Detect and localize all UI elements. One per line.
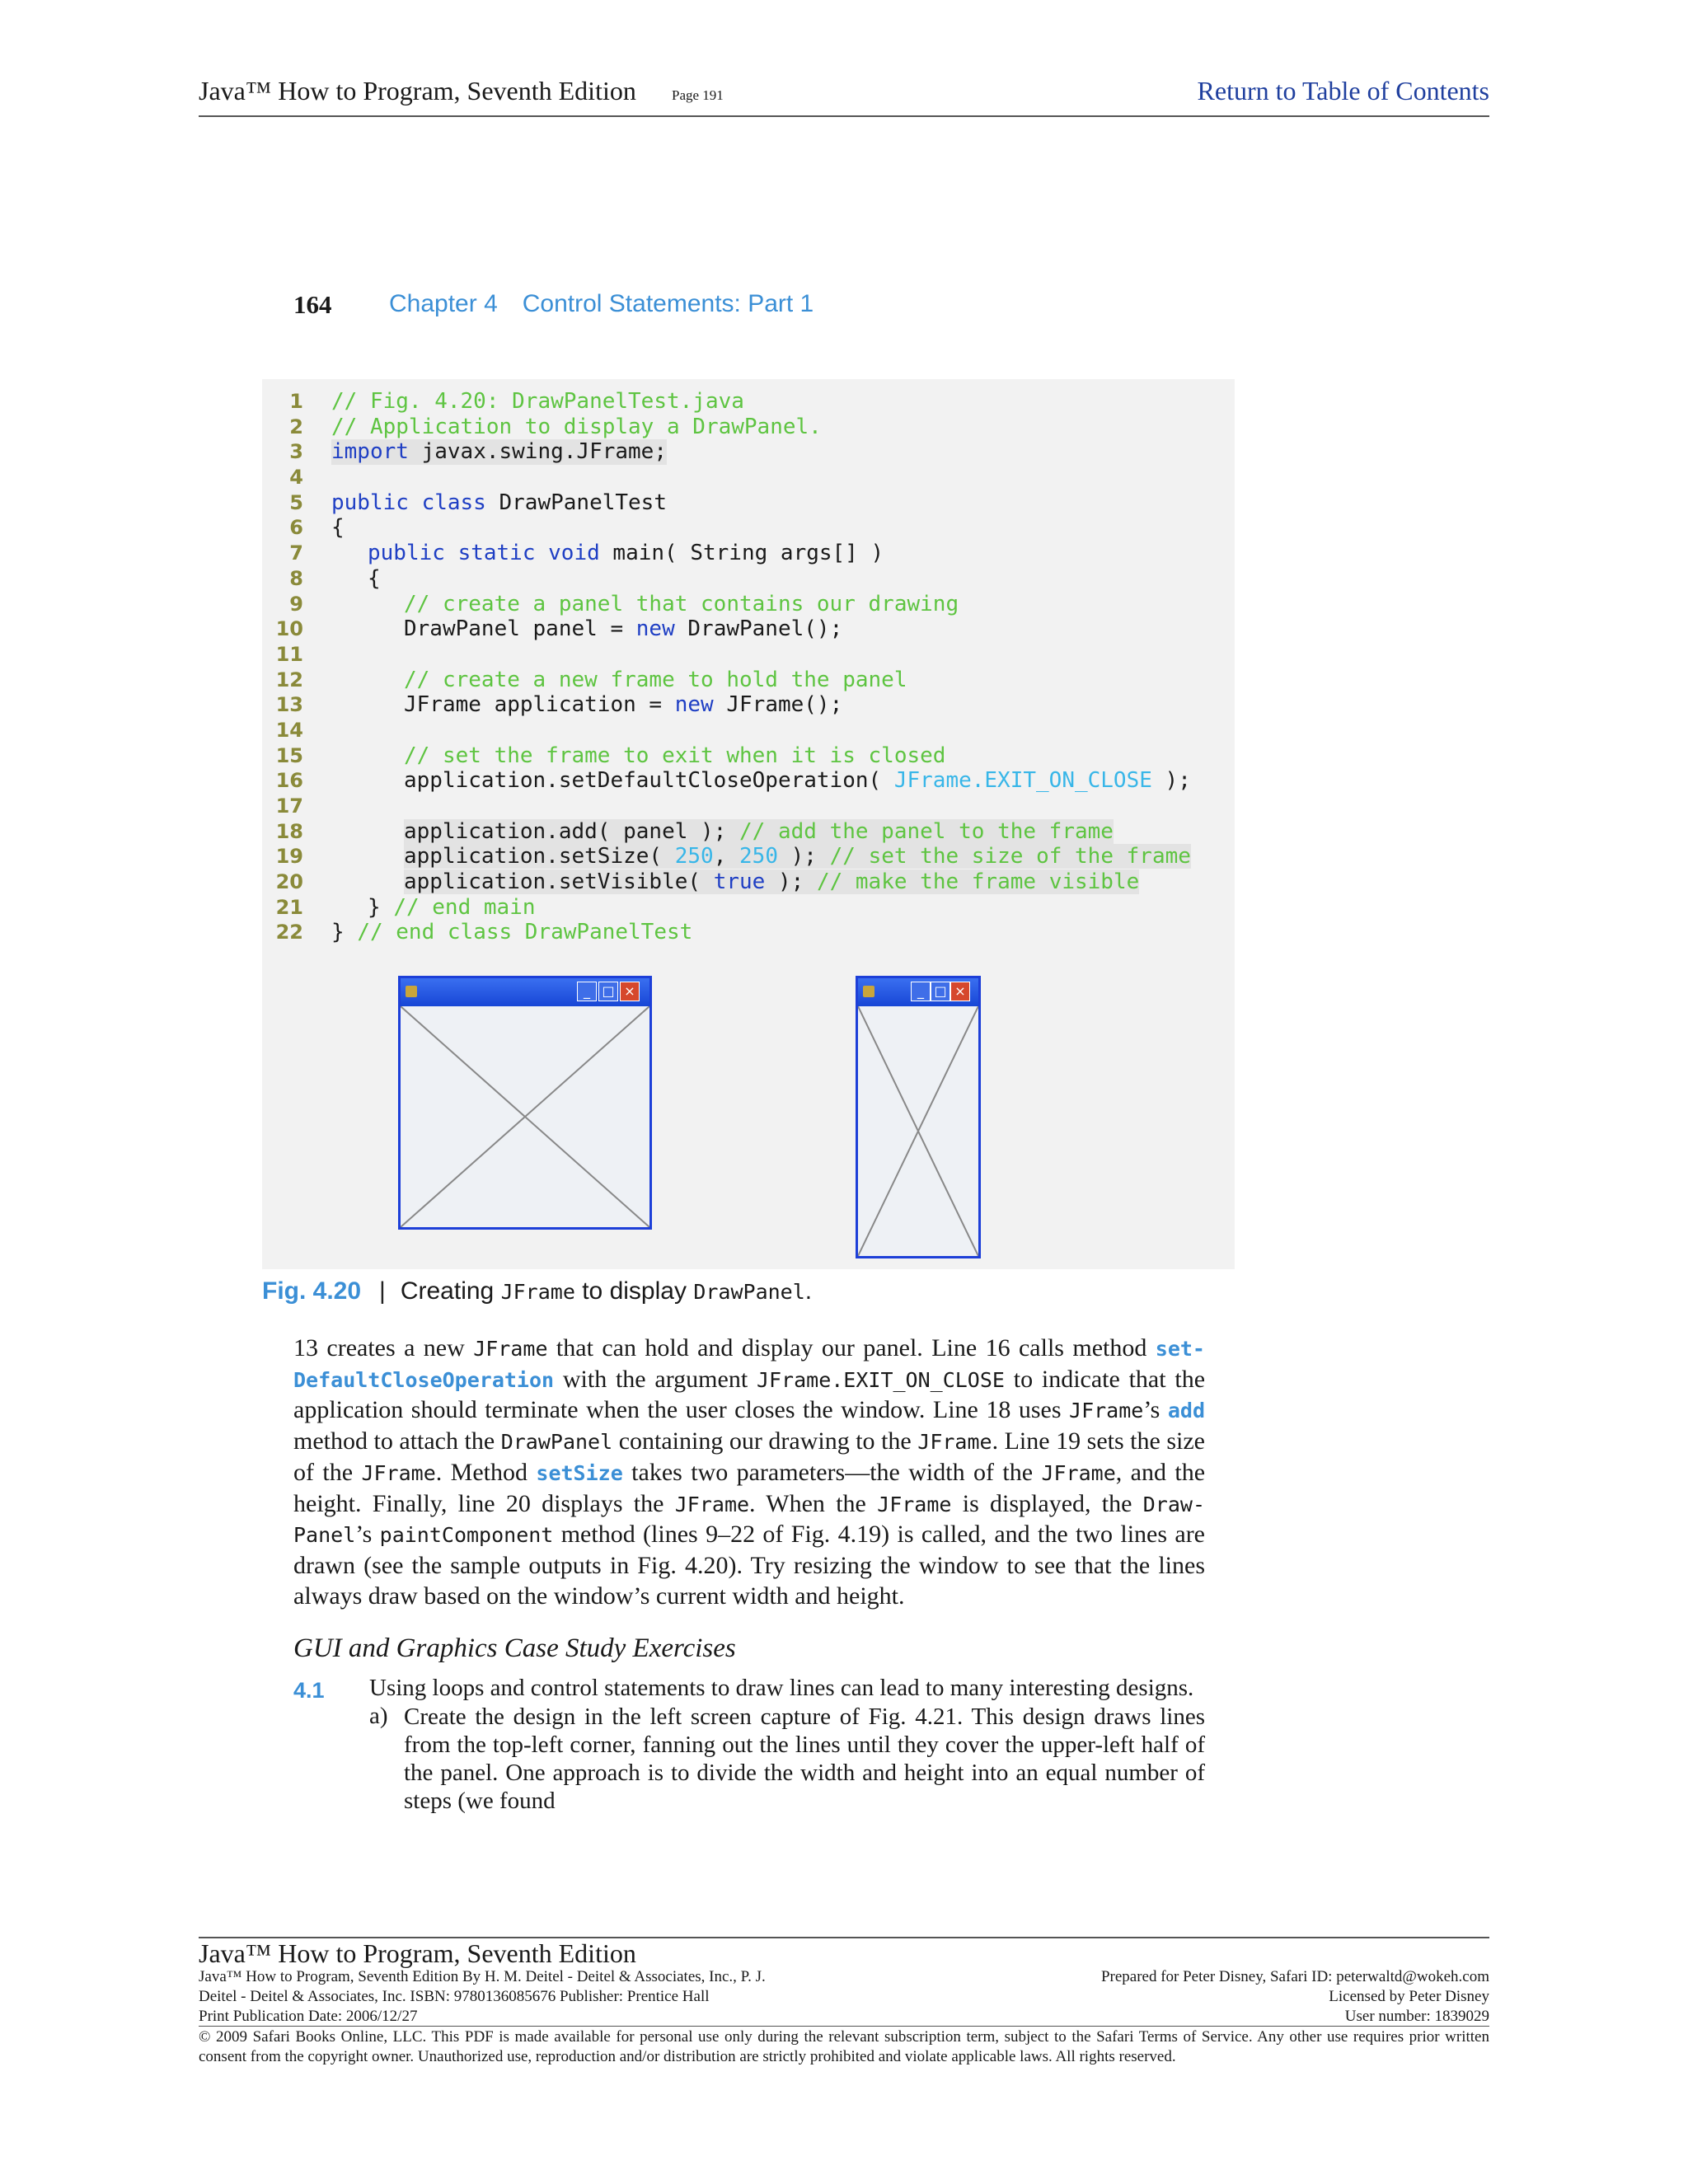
exercise-number: 4.1 <box>293 1678 325 1703</box>
line-number: 12 <box>275 668 303 691</box>
code-line <box>272 692 1228 718</box>
code-text: { <box>368 565 381 591</box>
caption-code: DrawPanel <box>693 1280 805 1304</box>
code-line <box>272 920 1228 945</box>
code-text: } <box>331 920 358 945</box>
code-text: main( String args[] ) <box>599 541 884 566</box>
header-book-title: Java™ How to Program, Seventh Edition <box>199 76 636 105</box>
window-title-bar <box>858 978 978 1006</box>
section-heading: GUI and Graphics Case Study Exercises <box>293 1633 736 1663</box>
line-number: 3 <box>289 440 303 464</box>
minimize-icon[interactable]: _ <box>911 982 931 1001</box>
code-keyword: import <box>331 439 409 465</box>
line-number: 20 <box>275 870 303 894</box>
line-number: 4 <box>289 466 303 490</box>
minimize-icon[interactable]: _ <box>577 982 597 1001</box>
code-line <box>272 415 1228 440</box>
line-number: 21 <box>275 895 303 919</box>
java-app-icon <box>863 986 874 997</box>
maximize-icon[interactable]: □ <box>931 982 950 1001</box>
code-text: , <box>713 844 740 869</box>
caption-text: . <box>804 1277 813 1305</box>
code-keyword: new <box>635 616 675 642</box>
line-number: 9 <box>289 592 303 616</box>
code-keyword: public static void <box>368 541 600 566</box>
figure-caption <box>262 1277 812 1305</box>
exercise-part-label: a) <box>369 1703 388 1729</box>
line-number: 14 <box>275 718 303 742</box>
line-number: 16 <box>275 769 303 793</box>
method-name: add <box>1167 1399 1205 1423</box>
header-divider <box>199 115 1489 117</box>
code-line <box>272 844 1228 869</box>
line-number: 10 <box>275 617 303 641</box>
code-text: DrawPanel(); <box>674 616 843 642</box>
code-line <box>272 541 1228 566</box>
caption-text: to display <box>574 1277 694 1305</box>
code-line <box>272 819 1228 845</box>
footer-license-info: Prepared for Peter Disney, Safari ID: peterwaltd@wokeh.com Licensed by Peter Disney User number: 1839029 <box>1100 1968 1489 2025</box>
code-constant: JFrame.EXIT_ON_CLOSE <box>893 768 1152 794</box>
chapter-heading <box>389 290 814 318</box>
footer-copyright: © 2009 Safari Books Online, LLC. This PDF is made available for personal use only during the relevant subscription term, subject to the Safari Terms of Service. Any other use requires prior written consent from the copyright owner. Unauthorized use, reproduction and/or distribution are strictly prohibited and violate applicable laws. All rights reserved. <box>199 2028 1489 2065</box>
window-title-bar <box>401 978 649 1006</box>
maximize-icon[interactable]: □ <box>598 982 618 1001</box>
draw-panel <box>858 1006 978 1256</box>
code-line <box>272 668 1228 693</box>
code-line <box>272 439 1228 465</box>
code-line <box>272 592 1228 617</box>
code-comment: // create a panel that contains our drawing <box>404 591 959 616</box>
code-text: ); <box>1151 768 1191 794</box>
exercise-text: Using loops and control statements to draw lines can lead to many interesting designs. <box>369 1675 1194 1701</box>
code-text: { <box>331 515 345 541</box>
line-number: 17 <box>275 794 303 818</box>
book-page-number: 164 <box>293 290 332 319</box>
java-app-icon <box>406 986 417 997</box>
code-text: application.setVisible( <box>404 869 714 895</box>
figure-label: Fig. 4.20 <box>262 1277 362 1305</box>
code-line <box>272 743 1228 769</box>
line-number: 7 <box>289 541 303 565</box>
method-name: set-DefaultCloseOperation <box>293 1337 1205 1392</box>
chapter-title: Control Statements: Part 1 <box>522 290 814 317</box>
code-text: javax.swing.JFrame; <box>408 439 667 465</box>
code-comment: // set the frame to exit when it is closed <box>404 743 946 768</box>
code-comment: // Application to display a DrawPanel. <box>331 414 822 439</box>
draw-panel <box>401 1006 649 1227</box>
code-line <box>272 515 1228 541</box>
chapter-number: Chapter 4 <box>389 290 498 317</box>
code-line <box>272 389 1228 415</box>
toc-link[interactable]: Return to Table of Contents <box>1197 76 1489 105</box>
code-keyword: public class <box>331 490 486 515</box>
code-text: ); <box>777 844 830 869</box>
line-number: 19 <box>275 845 303 869</box>
code-number: 250 <box>739 844 778 869</box>
code-line <box>272 718 1228 743</box>
code-keyword: new <box>674 692 714 718</box>
code-line <box>272 794 1228 819</box>
code-text: DrawPanelTest <box>485 490 667 515</box>
code-line <box>272 490 1228 516</box>
header-page-label: Page 191 <box>672 87 724 103</box>
line-number: 2 <box>289 415 303 438</box>
code-line <box>272 566 1228 592</box>
line-number: 18 <box>275 819 303 843</box>
exercise-part-text: Create the design in the left screen capture of Fig. 4.21. This design draws lines from the top-left corner, fanning out the lines until they cover the upper-left half of the panel. One approach is to divide the width and height into an equal number of steps (we found <box>404 1704 1205 1814</box>
caption-text: Creating <box>400 1277 501 1305</box>
line-number: 15 <box>275 743 303 767</box>
code-line <box>272 642 1228 668</box>
close-icon[interactable]: × <box>620 982 640 1001</box>
line-number: 1 <box>289 390 303 413</box>
sample-window-resized <box>856 976 981 1258</box>
caption-code: JFrame <box>500 1280 575 1304</box>
code-line <box>272 616 1228 642</box>
code-text: } <box>368 894 394 920</box>
sample-window-square <box>398 976 652 1230</box>
code-line <box>272 895 1228 921</box>
method-name: setSize <box>536 1460 623 1485</box>
footer-divider <box>199 2026 1489 2027</box>
code-line <box>272 869 1228 895</box>
line-number: 5 <box>289 490 303 514</box>
line-number: 13 <box>275 693 303 717</box>
close-icon[interactable]: × <box>950 982 970 1001</box>
code-text: JFrame application = <box>404 692 675 718</box>
code-line <box>272 465 1228 490</box>
code-comment: // end main <box>393 894 536 920</box>
code-text: application.setDefaultCloseOperation( <box>404 768 894 794</box>
footer-publication-info: Java™ How to Program, Seventh Edition By H. M. Deitel - Deitel & Associates, Inc., P. J. Deitel - Deitel & Associates, Inc. ISBN: 9780136085676 Publisher: Prentice Hall Print Publication Date: 2006/12/27 <box>199 1968 766 2025</box>
code-comment: // create a new frame to hold the panel <box>404 667 907 692</box>
code-comment: // add the panel to the frame <box>739 818 1114 844</box>
code-number: 250 <box>674 844 714 869</box>
code-line <box>272 768 1228 794</box>
line-number: 22 <box>275 921 303 944</box>
body-paragraph: 13 creates a new JFrame that can hold and display our panel. Line 16 calls method set-DefaultCloseOperation with the argument JFrame.EXIT_ON_CLOSE to indicate that the application should terminate when the user closes the window. Line 18 uses JFrame’s add method to attach the DrawPanel containing our drawing to the JFrame. Line 19 sets the size of the JFrame. Method setSize takes two parameters—the width of the JFrame, and the height. Finally, line 20 displays the JFrame. When the JFrame is displayed, the Draw-Panel’s paintComponent method (lines 9–22 of Fig. 4.19) is called, and the two lines are drawn (see the sample outputs in Fig. 4.20). Try resizing the window to see that the lines always draw based on the window’s current width and height. <box>293 1334 1206 1610</box>
code-comment: // Fig. 4.20: DrawPanelTest.java <box>331 389 744 414</box>
code-listing <box>272 389 1228 945</box>
code-text: ); <box>765 869 817 895</box>
code-keyword: true <box>713 869 766 895</box>
code-text: application.add( panel ); <box>404 818 739 844</box>
code-text: application.setSize( <box>404 844 675 869</box>
caption-separator: | <box>379 1277 386 1305</box>
line-number: 6 <box>289 516 303 540</box>
code-comment: // set the size of the frame <box>829 844 1191 869</box>
code-text: DrawPanel panel = <box>404 616 636 642</box>
code-comment: // end class DrawPanelTest <box>357 920 693 945</box>
code-comment: // make the frame visible <box>816 869 1140 895</box>
line-number: 8 <box>289 566 303 590</box>
line-number: 11 <box>275 642 303 666</box>
footer-title: Java™ How to Program, Seventh Edition <box>199 1938 636 1968</box>
code-text: JFrame(); <box>713 692 843 718</box>
